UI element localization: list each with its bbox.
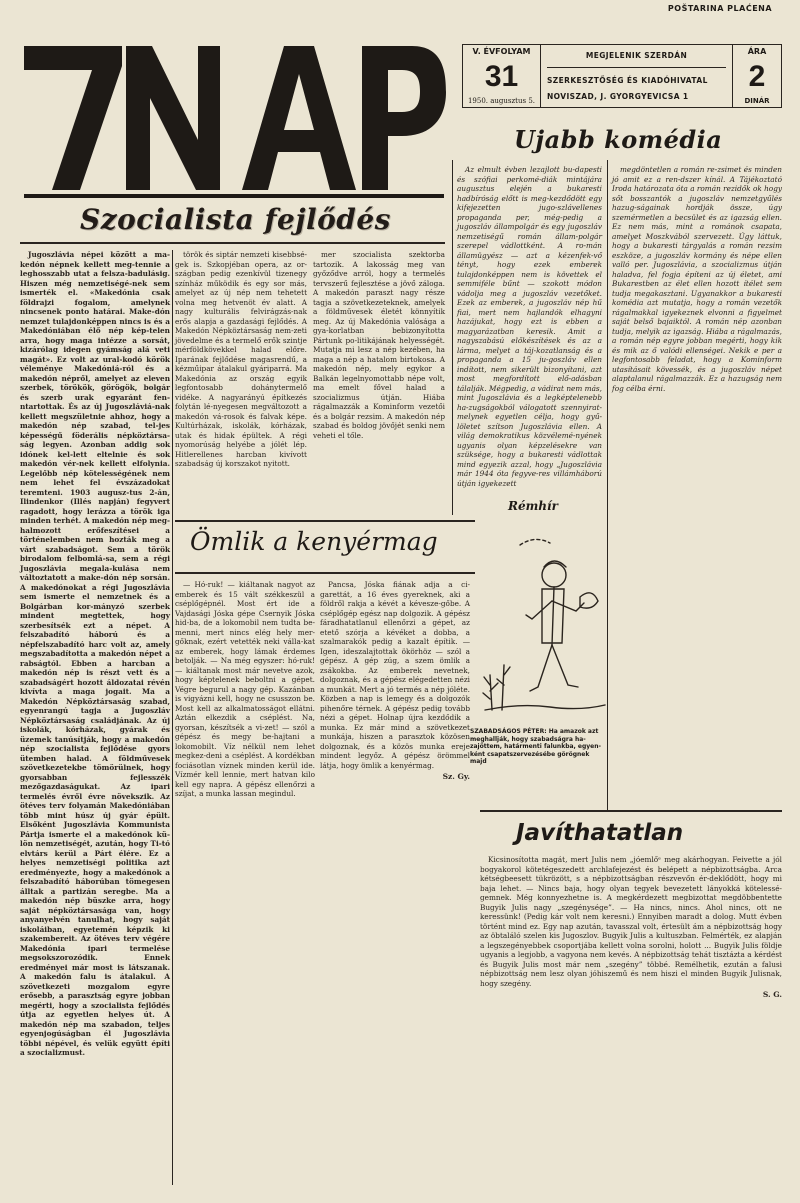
divider xyxy=(480,810,782,812)
headline-remhir: Rémhír xyxy=(508,499,558,513)
schedule-text: MEGJELENIK SZERDÁN xyxy=(585,50,688,60)
divider xyxy=(20,242,445,244)
issue-block xyxy=(463,45,541,107)
issue-number: 31 xyxy=(484,59,519,93)
publisher-block xyxy=(541,45,733,107)
article-text: mer szocialista szektorba tartozik. A lakosság meg van győződve arról, hogy a termelés tervszerű fejlesztése a jövő záloga. A makedón paraszt nagy része tagja a szövetkezeteknek, amelyek a földművesek életét könnyítik meg. Az új Makedónia valósága a gya-korlatban bebizonyította Pártunk po-litikájának helyességét. Mutatja mi lesz a nép kezében, ha maga a nép a hatalom birtokosa. A makedón nép, mely egykor a Balkán legelnyomottabb népe volt, ma emelt fővel halad a szocializmus útján. Hiába rágalmazzák a Kominform vezetői és a bolgár rezsim. A makedón nép szabad és boldog jövőjét senki nem veheti el tőle. xyxy=(313,250,445,440)
article-javithatatlan xyxy=(480,855,782,1190)
price-label: ÁRA xyxy=(747,47,767,56)
cartoon-remhir xyxy=(480,515,610,725)
article-omlik-col2 xyxy=(320,580,470,1180)
cartoon-caption: SZABADSÁGOS PÉTER: Ha amazok azt meghallják, hogy szabadságra ha-zajöttem, határmenti falunkba, egyen-ként csapatszervezésébe görögnek majd xyxy=(470,728,602,765)
article-szocialista-col2 xyxy=(175,250,307,515)
masthead-info xyxy=(462,44,782,108)
issue-date: 1950. augusztus 5. xyxy=(467,97,536,105)
article-text: Kicsinosította magát, mert Julis nem „jóemlőᵉ meg akárhogyan. Feivette a jól bogyakorol kötetégeszedett archlafejezést és belépett a népbizottságba. Arca kétségbeesett tükrözött, s a népbizottságban részvevőn ér-deklődött, hogy mi baja lehet. — Nincs baja, hogy olyan tegyek bevezetett lányokká kötelessé-gemnek. Még konnyezhetne is. A megkérdezett megbizottat megdöbbentette Bugyik Julis nagy „szegénysége”. — Ha nincs, nincs. Ahol nincs, ott ne keressünk! (Pedig kár volt nem keresni.) Ennyiben maradt a dolog. Mutt évben történt mind ez. Egy nap azután, tavasszal volt, értesült ám a népbizottság hogy az öbtaláló szelen kis Jugoszlov. Bugyik Julis a kultuszban. Felmérték, ez alapján a legszegényebbek csoportjába kellett volna sorolni, holott ... Bugyik Julis földje ugyanis a legjobb, a vagyona nem kevés. A népbizottság tehát tisztázta a kérdést és Bugyik Julis most már nem „szegény” többé. Remélhetik, ezután a falusi népbizottság nem lesz olyan jóhiszemű és nem hiszi el minden Bugyik Julisnak, hogy szegény. xyxy=(480,855,782,988)
price-value: 2 xyxy=(748,59,766,93)
column-rule xyxy=(452,160,453,515)
headline-szocialista-fejlodes: Szocialista fejlődés xyxy=(80,203,391,236)
divider xyxy=(175,520,475,522)
article-text: Az elmult évben lezajlott bu-dapesti és szófiai perkomé-diák mintájára augusztus elején a bukaresti hadbíróság előtt is meg-kezdődött egy kifejezetten jugo-szlávellenes propaganda per, még-pedig a jugoszláv állampolgár és egy jugoszláv nemzetiségű román állam-polgár szerepel vádlottként. A ro-mán államügyész — azt a kézenfek-vő tényt, hogy ezek emberek tulajdonképpen nem is követtek el semmiféle bűnt — szokott módon vádolja meg a jugoszláv vezetőket. Ezek az emberek, a jugoszláv nép hű fiai, mert nem hajlandók elhagyni hazájukat, hogy ezt is ebben a magyarázatban keresik. Amit a nagyszabású előkészítések és az a lárma, melyet a táj-kozatlanság és a propaganda a 15 ju-goszláv ellen indított, nem sikerült bizonyítani, azt most megfordított elő-adásban tálalják. Mégpedig, a vádirat nem más, mint Jugoszlávia és a legképtelenebb ha-zugságokból válogatott szennyirat-melynek egyetlen célja, hogy gyű-löletet szítson Jugoszlávia ellen. A világ demokratikus közvélemé-nyének ugyanis olyan képzelésekre van szüksége, hogy a bukaresti vádlottak mind egyezik azzal, hogy „Jugoszlávia már 1944 óta fegyve-res villámháború útján igyekezett xyxy=(457,165,602,488)
article-text: megdöntetlen a román re-zsimet és minden jó amit ez a ren-dszer kínál. A Tájékoztató Iroda határozata óta a román rezidők ok hogy sőt bosszantók a jugoszláv nemzetgyűlés hazug-ságainak hordják össze, úgy szemérmetlen a becsület és az igazság ellen. Ez nem más, mint a románok csapata, amelyet Moszkvából szervezett. Úgy láttuk, hogy a bukaresti tárgyalás a román rezsim eszköze, a jugoszláv kormány és népe ellen valló per. Jugoszlávia, a szocializmus útján haladva, fel fogja építeni az új életet, ami Bukarestben az élet ellen hozott ítélet sem tudja megakasztani. Ugyanakkor a bukaresti komédia azt mutatja, hogy a román vezetők rágalmakkal igyekeznek elvonni a figyelmet saját belső bajaiktól. A román nép azonban tudja, melyik az igazság. Hiába a rágalmazás, a román nép egyre jobban megérti, hogy kik és mik az ő valódi ellenségei. Nekik e per a legfontosabb feladat, hogy a Kominform utasításait kövessék, és a jugoszláv népet alaptalanul rágalmazzák. Ez a hazugság nem fog célba érni. xyxy=(612,165,782,393)
currency-label: DINÁR xyxy=(744,97,770,105)
masthead-logo xyxy=(22,40,448,198)
divider xyxy=(547,67,726,68)
postage-notice: POŠTARINA PLAĆENA xyxy=(667,4,773,13)
office-text: SZERKESZTŐSÉG ÉS KIADÓHIVATAL xyxy=(547,75,708,85)
address-text: NOVISZAD, J. GYORGYEVICSA 1 xyxy=(547,92,689,102)
article-ujabb-col1 xyxy=(457,165,602,488)
article-text: Pancsa, Jóska fiának adja a ci-garettát, a 16 éves gyereknek, aki a földről rakja a kévét a kévesze-gőbe. A cséplőgép egész nap dolgozik. A gépész fáradhatatlanul ellenőrzi a gépet, az etető szórja a kévéket a dobba, a szalmarakók pedig a kazalt építik. — Igen, ideszalajtottak ökörhöz — szól a gépész. A gép zúg, a szem ömlik a zsákokba. Az emberek nevetnek, dolgoznak, és a gépész elégedetten nézi a munkát. Mert a jó termés a nép jóléte. Közben a nap is lemegy és a dolgozók pihenőre térnek. A gépész pedig tovább nézi a gépet. Holnap újra kezdődik a munka. Ez már mind a szövetkezet munkája, hiszen a parasztok közösen dolgoznak, és a közös munka ereje mindent legyőz. A gépész örömmel látja, hogy ömlik a kenyérmag. xyxy=(320,580,470,770)
price-block xyxy=(733,45,781,107)
article-omlik-col1 xyxy=(175,580,315,1180)
article-signature: Sz. Gy. xyxy=(442,772,470,781)
article-text: — Hó-ruk! — kiáltanak nagyot az emberek és 15 vált székkeszül a cséplőgépnél. Most ért ide a Vajdasági Jóska gépe Csernyik Jóska hid-ba, de a lokomobil nem tudta be-menni, mert nincs elég hely mer-gőknak, ezért vetették neki válla-kat az emberek, hogy lámak érdemes betolják. — Na még egyszer: hó-ruk! — kiáltanak most már nevetve azok, hogy képtelenek beboltni a gépet. Végre begurul a nagy gép. Kazánban is vigyázni kell, hogy ne csusszon be. Most kell az alkalmatosságot ellátni. Aztán elkezdik a cséplést. Na, gyorsan, készítsék a vi-zet! — szól a gépész és megy be-hajtani a lokomobilt. Víz nélkül nem lehet megkez-deni a cséplést. A kordékban fociásotlan víznek minden kerül ide. Vízmér kell lennie, mert hatvan kilo kell egy napra. A gépész ellenőrzi a szíjat, a munka lassan megindul. xyxy=(175,580,315,798)
column-rule xyxy=(172,250,173,1185)
divider xyxy=(175,572,475,574)
article-text: török és siptár nemzeti kisebbsé-gek is. Szkopjéban opera, az or-szágban pedig ezenkívül tizenegy színház működik és egy sor más, amelyet az új nép nem tehetett volna meg hetvenöt év alatt. A nagy kulturális felvirágzás-nak erős alapja a gazdasági fejlődés. A Makedón Népköztársaság nem-zeti jövedelme és a termelő erők szintje mérföldkövekkel halad előre. Iparának fejlődése magasrendű, a kézműipar átalakul gyáriparrá. Ma Makedónia az ország egyik legfontosabb dohánytermelő vidéke. A nagyarányú építkezés folytán lé-nyegesen megváltozott a makedón vá-rosok és falvak képe. Kultúrházak, iskolák, kórházak, utak és hidak épültek. A régi nyomorúság helyébe a jólét lép. Hitlerellenes harcban kivívott szabadság új korszakot nyitott. xyxy=(175,250,307,468)
article-szocialista-col3 xyxy=(313,250,445,515)
article-signature: S. G. xyxy=(762,990,782,999)
year-label: V. ÉVFOLYAM xyxy=(472,47,531,56)
article-ujabb-col2 xyxy=(612,165,782,805)
masthead-logo-graphic xyxy=(22,40,448,198)
headline-omlik-a-kenyermag: Ömlik a kenyérmag xyxy=(190,527,438,556)
headline-javithatatlan: Javíthatatlan xyxy=(516,820,684,846)
article-text: Jugoszlávia népei között a ma-kedón népnek kellett meg-tennie a leghosszabb utat a felsza-badulásig. Hiszen még nemzetiségé-nek sem ismerték el. «Makedónia csak földrajzi fogalom, amelynek nincsenek ponto határai. Make-dón nemzet tulajdonképpen nincs is és a Makedóniában élő nép kép-telen arra, hogy maga intézze a sorsát, kizárólag idegen gyámság alá veti magát». Ez volt az ural-kodó körök véleménye Makedóniá-ról és a makedón népről, amelyet az eleven szerbek, törökök, görögök, bolgár és szerb urak egyaránt fen-ntartottak. És az új Jugoszláviá-nak kellett megszületnie ahhoz, hogy a makedón nép szabad, tel-jes képességű föderális népköztársa-ság legyen. Azonban addig sok idónek kel-lett eltelnie és sok makedón vér-nek kellett elfolynia. Legelőbb nép kötelességének nem nem lehet fel évszázadokat teremteni. 1903 augusz-tus 2-án, Ilindenkor (Illés napján) fegyvert ragadott, hogy lerázza a török iga minden terhét. A makedón nép meg-halmozott erőfeszítései a történelemben nem hozták meg a várt szabadságot. Sem a török birodalom felbomlá-sa, sem a régi Jugoszlávia megala-kulása nem változtatott a make-dón nép sorsán. A makedónokat a régi Jugoszlávia sem ismerte el nemzetnek és a Bolgárban kor-mányzó szerbek mindent megtettek, hogy szerbesítsék ezt a népet. A felszabadító háború és a népfelszabadító harc volt az, amely megszabadította a makedón népet a rabságtól. Ebben a harcban a makedón nép is részt vett és a szabadságért hozott áldozatai révén kivívta a maga jogait. Ma a Makedón Népköztársaság szabad, egyenrangú tagja a Jugoszláv Népköztársaság családjának. Az új iskolák, kórházak, gyárak és üzemek tanúsítják, hogy a makedón nép szocialista fejlődése gyors ütemben halad. A földművesek szövetkezetekbe tömörülnek, hogy gyorsabban fejlesszék mezőgazdaságukat. Az ipari termelés évről évre növekszik. Az ötéves terv folyamán Makedóniában több mint húsz új gyár épült. Elsőként Jugoszlávia Kommunista Pártja ismerte el a makedónok kü-lön nemzetiségét, azután, hogy Ti-tó elvtárs kerül a Párt élére. Ez a helyes nemzetiségi politika azt eredményezte, hogy a makedónok a felszabadító háborúban tömegesen álltak a partizán seregbe. Ma a makedón nép büszke arra, hogy saját népköztársasága van, hogy anyanyelvén tanulhat, hogy saját iskoláiban, egyetemén képzik ki szakembereit. Az ötéves terv végére Makedónia ipari termelése megsokszorozódik. Ennek eredményei már most is látszanak. A makedón falu is átalakul. A szövetkezeti mozgalom egyre erősebb, a parasztság egyre jobban megérti, hogy a szocialista fejlődés útja az egyetlen helyes út. A makedón nép ma szabadon, teljes egyenjogúságban él Jugoszlávia többi népével, és velük együtt építi a szocializmust. xyxy=(20,250,170,1057)
article-szocialista-col1 xyxy=(20,250,170,1180)
headline-ujabb-komedia: Ujabb komédia xyxy=(514,125,723,154)
